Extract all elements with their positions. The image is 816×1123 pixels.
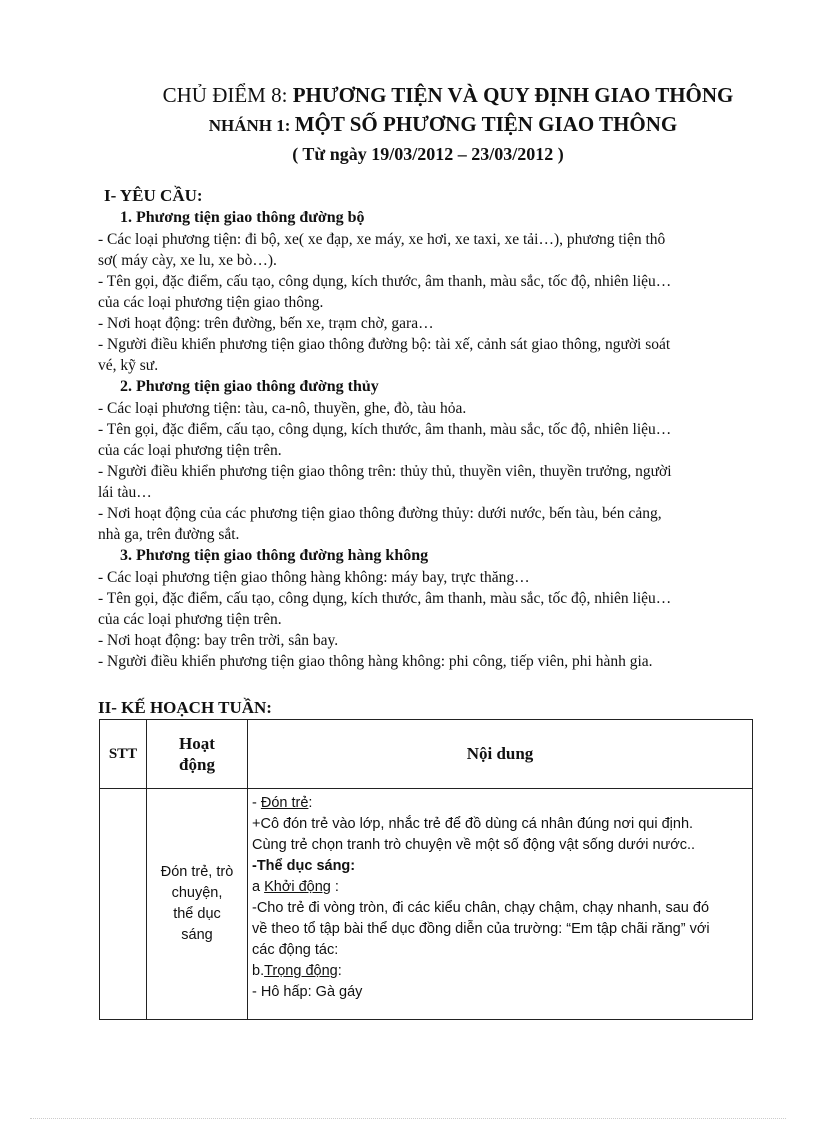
sub3-line: - Nơi hoạt động: bay trên trời, sân bay. [98, 632, 339, 649]
sub1-line: - Người điều khiển phương tiện giao thông đường bộ: tài xế, cảnh sát giao thông, người soát [98, 336, 671, 353]
sub1-line: vé, kỹ sư. [98, 357, 159, 374]
content-line: +Cô đón trẻ vào lớp, nhắc trẻ để đồ dùng cá nhân đúng nơi qui định. [252, 816, 694, 832]
header-hoat-dong-line: Hoạt [179, 734, 215, 753]
theme-prefix: CHỦ ĐIỂM 8: [162, 83, 293, 107]
content-underlined: Khởi động [264, 879, 331, 895]
sub2-line: - Tên gọi, đặc điểm, cấu tạo, công dụng, kích thước, âm thanh, màu sắc, tốc độ, nhiên liệu… [98, 421, 672, 438]
sub1-line: của các loại phương tiện giao thông. [98, 294, 324, 311]
sub2-line: - Người điều khiển phương tiện giao thông trên: thủy thủ, thuyền viên, thuyền trưởng, người [98, 463, 672, 480]
content-line [252, 793, 748, 814]
content-underlined: Trọng động [264, 963, 338, 979]
sub3-line: - Người điều khiển phương tiện giao thông hàng không: phi công, tiếp viên, phi hành gia. [98, 653, 653, 670]
activity-line: thể dục [173, 906, 221, 922]
row-activity-cell [147, 789, 248, 1020]
sub1-line: - Các loại phương tiện: đi bộ, xe( xe đạp, xe máy, xe hơi, xe taxi, xe tải…), phương tiện thô [98, 231, 666, 248]
theme-main: PHƯƠNG TIỆN VÀ QUY ĐỊNH GIAO THÔNG [292, 83, 734, 107]
content-line: -Thể dục sáng: [252, 858, 356, 874]
title-block [60, 80, 816, 168]
content-underlined: Đón trẻ [260, 795, 309, 811]
sub2-line: nhà ga, trên đường sắt. [98, 526, 240, 543]
sub1-line: - Nơi hoạt động: trên đường, bến xe, trạm chờ, gara… [98, 315, 434, 332]
content-text: a [252, 879, 265, 895]
sub3-line: - Các loại phương tiện giao thông hàng không: máy bay, trực thăng… [98, 569, 530, 586]
sub3-line: của các loại phương tiện trên. [98, 611, 282, 628]
content-text: - [252, 795, 261, 811]
activity-line: chuyện, [171, 885, 223, 901]
table-header-row [100, 720, 753, 789]
section2-heading: II- KẾ HOẠCH TUẦN: [98, 698, 272, 717]
activity-line: Đón trẻ, trò [160, 864, 234, 880]
content-line: -Cho trẻ đi vòng tròn, đi các kiểu chân, chạy chậm, chạy nhanh, sau đó [252, 900, 710, 916]
sub2-line: của các loại phương tiện trên. [98, 442, 282, 459]
sub2-line: lái tàu… [98, 484, 152, 501]
content-line: Cùng trẻ chọn tranh trò chuyện về một số động vật sống dưới nước.. [252, 837, 696, 853]
date-range: ( Từ ngày 19/03/2012 – 23/03/2012 ) [292, 144, 564, 164]
sub1-title: 1. Phương tiện giao thông đường bộ [120, 209, 365, 226]
header-hoat-dong [147, 720, 248, 789]
activity-line: sáng [181, 927, 213, 943]
branch-prefix: NHÁNH 1: [208, 116, 295, 135]
header-noi-dung: Nội dung [248, 720, 753, 789]
header-stt: STT [100, 720, 147, 789]
branch-main: MỘT SỐ PHƯƠNG TIỆN GIAO THÔNG [294, 112, 678, 136]
requirements-section [98, 185, 748, 672]
sub2-line: - Nơi hoạt động của các phương tiện giao thông đường thủy: dưới nước, bến tàu, bén cảng, [98, 505, 662, 522]
header-hoat-dong-line: động [179, 755, 215, 774]
sub3-line: - Tên gọi, đặc điểm, cấu tạo, công dụng, kích thước, âm thanh, màu sắc, tốc độ, nhiên liệu… [98, 590, 672, 607]
sub2-title: 2. Phương tiện giao thông đường thủy [120, 378, 379, 395]
section1-heading: I- YÊU CẦU: [104, 186, 203, 205]
content-line: các động tác: [252, 942, 339, 958]
content-text: b. [252, 963, 265, 979]
weekly-plan-table [99, 719, 753, 1020]
sub1-line: - Tên gọi, đặc điểm, cấu tạo, công dụng, kích thước, âm thanh, màu sắc, tốc độ, nhiên liệu… [98, 273, 672, 290]
sub3-title: 3. Phương tiện giao thông đường hàng không [120, 547, 429, 564]
page-bottom-divider [30, 1118, 786, 1119]
theme-title [80, 80, 816, 110]
content-line [252, 961, 748, 982]
row-content-cell [248, 789, 753, 1020]
sub1-line: sơ( máy cày, xe lu, xe bò…). [98, 252, 277, 269]
sub2-line: - Các loại phương tiện: tàu, ca-nô, thuyền, ghe, đò, tàu hỏa. [98, 400, 467, 417]
content-text: : [308, 795, 313, 811]
content-line: - Hô hấp: Gà gáy [252, 984, 363, 1000]
row-stt-cell [100, 789, 147, 1020]
content-line: về theo tổ tập bài thể dục đồng diễn của trường: “Em tập chãi răng” với [252, 921, 710, 937]
table-row [100, 789, 753, 1020]
branch-title [70, 110, 816, 140]
content-text: : [337, 963, 342, 979]
content-text: : [330, 879, 339, 895]
content-line [252, 877, 748, 898]
